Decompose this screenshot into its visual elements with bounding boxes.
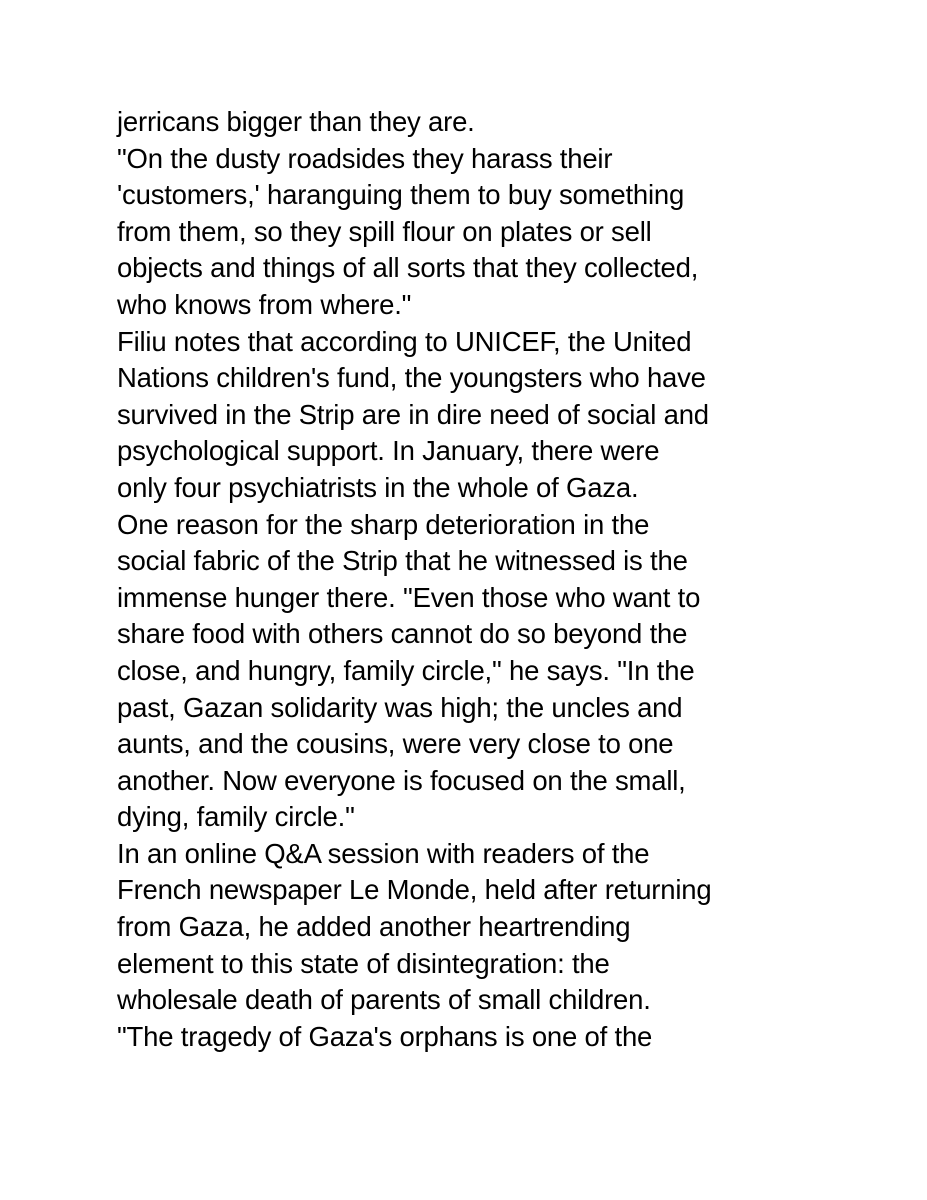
text-line: Nations children's fund, the youngsters who have (117, 362, 706, 394)
text-line: "The tragedy of Gaza's orphans is one of the (117, 1020, 653, 1052)
text-line: survived in the Strip are in dire need of social and (117, 398, 709, 430)
text-line: social fabric of the Strip that he witnessed is the (117, 545, 688, 577)
article-text-block (117, 104, 837, 1055)
text-line: One reason for the sharp deterioration in the (117, 508, 650, 540)
text-line: 'customers,' haranguing them to buy something (117, 179, 685, 211)
text-line: from Gaza, he added another heartrending (117, 911, 631, 943)
text-line: another. Now everyone is focused on the small, (117, 764, 686, 796)
text-line: In an online Q&A session with readers of the (117, 837, 650, 869)
text-line: psychological support. In January, there were (117, 435, 660, 467)
text-line: aunts, and the cousins, were very close to one (117, 728, 674, 760)
text-line: "On the dusty roadsides they harass their (117, 142, 613, 174)
text-line: element to this state of disintegration: the (117, 947, 610, 979)
text-line: from them, so they spill flour on plates or sell (117, 215, 652, 247)
text-line: only four psychiatrists in the whole of Gaza. (117, 471, 639, 503)
text-line: French newspaper Le Monde, held after returning (117, 874, 712, 906)
text-line: jerricans bigger than they are. (117, 106, 475, 137)
text-line: immense hunger there. "Even those who want to (117, 581, 701, 613)
text-line: wholesale death of parents of small children. (117, 984, 651, 1016)
text-line: Filiu notes that according to UNICEF, the United (117, 325, 692, 357)
text-line: dying, family circle." (117, 801, 355, 833)
text-line: who knows from where." (117, 288, 412, 320)
text-line: objects and things of all sorts that they collected, (117, 252, 699, 284)
text-line: close, and hungry, family circle," he says. "In the (117, 654, 695, 686)
text-line: share food with others cannot do so beyond the (117, 618, 688, 650)
text-line: past, Gazan solidarity was high; the uncles and (117, 691, 683, 723)
